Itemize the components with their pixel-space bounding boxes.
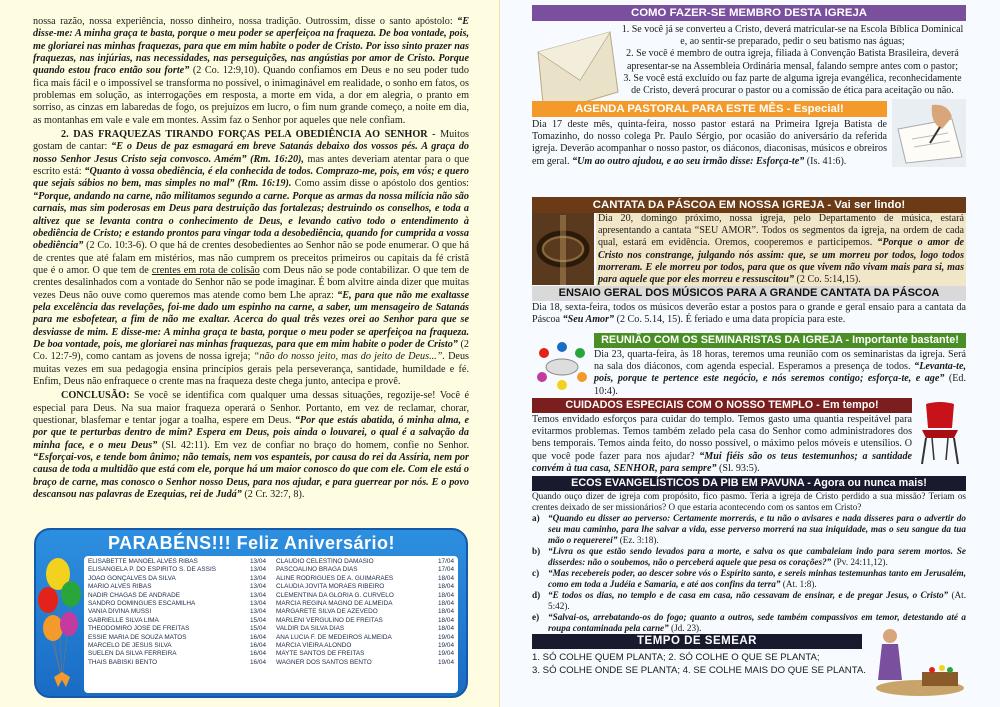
evangelism-title: ECOS EVANGELÍSTICOS DA PIB EM PAVUNA - Agora ou nunca mais! (532, 476, 966, 491)
birthday-date: 18/04 (438, 591, 454, 599)
birthday-box (34, 528, 468, 698)
birthday-list (84, 556, 458, 693)
birthday-date: 18/04 (438, 574, 454, 582)
birthday-row (88, 608, 266, 616)
birthday-date: 19/04 (438, 658, 454, 666)
birthday-date: 18/04 (438, 608, 454, 616)
evangelism-text: Quando ouço dizer de igreja com propósito, fico pasmo. Teria a igreja de Cristo perdido a sua missão? Teriam os crentes deixado de ser missionários? O que estaria acontecendo com os santos em Cristo? a) “Quando eu disser ao perverso: Certamente morrerás, e tu não o avisares e nada disseres para o advertir do seu mau caminho, para lhe salvar a vida, esse perverso morrerá na sua iniquidade, mas o seu sangue da tua mão o requererei” (Ez. 3:18). b) “Livra os que estão sendo levados para a morte, e salva os que cambaleiam indo para serem mortos. Se disserdes: não o soubemos, não o perceberá aquele que pesa os corações?” (Pv. 24:11,12). c) “Mas recebereis poder, ao descer sobre vós o Espírito santo, e sereis minhas testemunhas tanto em Jerusalém, como em toda a Judéia e Samaria, e até aos confins da terra” (At. 1:8). d) “E todos os dias, no templo e de casa em casa, não cessavam de ensinar, e de pregar Jesus, o Cristo” (At. 5:42). e) “Salvai-os, arrebatando-os do fogo; quanto a outros, sede também compassivos em temor, detestando até a roupa contaminada pela carne” (Jd. 23). (532, 491, 967, 633)
temple-care-title: CUIDADOS ESPECIAIS COM O NOSSO TEMPLO - Em tempo! (532, 398, 912, 413)
evangelism-item-quote: “E todos os dias, no templo e de casa em casa, não cessavam de ensinar, e de pregar Jesus, o Cristo” (548, 590, 949, 600)
birthday-date: 15/04 (250, 616, 266, 624)
birthday-date: 13/04 (250, 558, 266, 565)
paragraph-1: nossa razão, nossa experiência, nosso dinheiro, nossa tradição. Outrossim, disse o santo apóstolo: “E disse-me: A minha graça te basta, porque o meu poder se aperfeiçoa na fraqueza. De boa vontade, pois, me gloriarei nas minhas fraquezas, para que em mim habite o poder de Cristo. Por isso sinto prazer nas fraquezas, nas injúrias, nas necessidades, nas perseguições, nas angústias por amor de Cristo. Porque quando estou fraco então sou forte” (2 Co. 12:9,10). Quando confiamos em Deus e no seu poder tudo fica mais fácil e o impossível se transforma no possível, o inimaginável em realidade, o sonho em fatos, os problemas em solução, as interrogações em resposta, a morte em vida, a dor em alegria, o pranto em sorriso, as cinzas em labaredas de fogo, os prejuízos em lucro, o fim num grande começo, a noite em dia, as montanhas em vale e vale em montes. Assim faz o Senhor por aqueles que nele confiam. (33, 16, 470, 126)
rehearsal-text: Dia 18, sexta-feira, todos os músicos deverão estar a postos para o grande e geral ensaio para a cantata da Páscoa “Seu Amor” (2 Co. 5.14, 15). É feriado e uma data propícia para este. (532, 302, 966, 326)
evangelism-item-ref: (Jd. 23). (671, 623, 702, 633)
evangelism-item-quote: “Livra os que estão sendo levados para a morte, e salva os que cambaleiam indo para serem mortos. Se disserdes: não o soubemos, não o perceberá aquele que pesa os corações?” (548, 546, 966, 567)
birthday-name: WAGNER DOS SANTOS BENTO (276, 658, 372, 666)
membership-steps: 1. Se você já se converteu a Cristo, deverá matricular-se na Escola Bíblica Dominical e, ao sentir-se preparado, pedir o seu batismo nas águas; 2. Se você é membro de outra igreja, filiada à Convenção Batista Brasileira, deverá apresentar-se na Assembleia Ordinária mensal, falando sempre antes com o pastor; 3. Se você está excluído ou faz parte de alguma igreja evangélica, reconhecidamente de Cristo, deverá procurar o pastor ou a comissão de ética para aceitação ou não. (621, 24, 964, 97)
birthday-row (276, 642, 454, 650)
birthday-date: 16/04 (250, 650, 266, 658)
evangelism-item-quote: “Quando eu disser ao perverso: Certamente morrerás, e tu não o avisares e nada disseres para o advertir do seu mau caminho, para lhe salvar a vida, esse perverso morrerá na sua iniquidade, mas o seu sangue da tua mão o requererei” (548, 513, 966, 545)
birthday-row (88, 566, 266, 574)
birthday-name: JOÃO GONÇALVES DA SILVA (88, 574, 176, 582)
sower-icon (862, 622, 966, 700)
cantata-text: Dia 20, domingo próximo, nossa igreja, pelo Departamento de música, estará apresentando a cantata “SEU AMOR”. Todos os segmentos da igreja, na ordem de cada qual, estará em evidência. Oremos, cooperemos e participemos. “Porque o amor de Cristo nos constrange, julgando nós assim: que, se um morreu por todos, logo todos morreram. E ele morreu por todos, para que os que vivem não vivam mais para si, mas para aquele que por eles morreu e ressuscitou” (2 Co. 5:14,15). (596, 213, 966, 289)
birthday-date: 17/04 (438, 558, 454, 565)
birthday-name: ELISANGELA P. DO ESPIRITO S. DE ASSIS (88, 566, 216, 574)
birthday-date: 13/04 (250, 591, 266, 599)
evangelism-item-body (548, 513, 966, 546)
birthday-date: 16/04 (250, 633, 266, 641)
birthday-name: SANDRO DOMINGUES ESCAMILHA (88, 600, 196, 608)
agenda-title: AGENDA PASTORAL PARA ESTE MÊS - Especial! (532, 101, 887, 117)
rehearsal-title: ENSAIO GERAL DOS MÚSICOS PARA A GRANDE CANTATA DA PÁSCOA (532, 286, 966, 301)
birthday-name: MARCIA REGINA MAGNO DE ALMEIDA (276, 600, 393, 608)
evangelism-item (532, 546, 966, 568)
evangelism-item-body (548, 568, 966, 590)
sowing-text: 1. SÓ COLHE QUEM PLANTA; 2. SÓ COLHE O QUE SE PLANTA; 3. SÓ COLHE ONDE SE PLANTA; 4. SE COLHE MAIS DO QUE SE PLANTA. (532, 652, 866, 676)
writing-hand-icon (892, 99, 966, 167)
birthday-name: CLAUDIA JOVITA MORAES RIBEIRO (276, 583, 385, 591)
evangelism-item-ref: (At. 5:42). (548, 590, 967, 611)
birthday-row (88, 650, 266, 658)
birthday-row (88, 600, 266, 608)
conclusion-heading: CONCLUSÃO: (61, 390, 130, 402)
birthday-date: 13/04 (250, 574, 266, 582)
evangelism-item (532, 590, 966, 612)
birthday-name: ALINE RODRIGUES DE A. GUIMARAES (276, 574, 394, 582)
paragraph-2: 2. DAS FRAQUEZAS TIRANDO FORÇAS PELA OBEDIÊNCIA AO SENHOR - Muitos gostam de cantar: “E o Deus de paz esmagará em breve Satanás debaixo dos vossos pés. A graça do nosso Senhor Jesus Cristo seja convosco. Amém” (Rm. 16:20), mas antes deveriam atentar para o que escrito está: “Quanto à vossa obediência, é ela conhecida de todos. Comprazo-me, pois, em vós; e quero que sejais sábios no bem, mas simples no mal” (Rm. 16:19). Como assim disse o apóstolo dos gentios: “Porque, andando na carne, não militamos segundo a carne. Porque as armas da nossa milícia não são carnais, mas sim poderosas em Deus para destruição das fortalezas; destruindo os conselhos, e toda a altivez que se levanta contra o conhecimento de Deus, e levando cativo todo o entendimento à obediência de Cristo; e estando prontos para vingar toda a desobediência, quando for cumprida a vossa obediência” (2 Co. 10:3-6). O que há de crentes desobedientes ao Senhor não se pode enumerar. O que há de crentes que até falam em mistérios, mas não cumprem os preceitos primeiros ou capitais da fé cristã que é o amor. O que tem de crentes em rota de colisão com Deus não se pode contabilizar. O que tem de crentes desalinhados com a vontade do Senhor não se pode imaginar. É bom alvitre ainda dizer que muitas vezes Deus não ouve como queremos mas atende como bem Lhe apraz: “E, para que não me exaltasse pela excelência das revelações, foi-me dado um espinho na carne, a saber, um mensageiro de Satanás para me esbofetear, a fim de não me exaltar. Acerca do qual três vezes orei ao Senhor para que se desviasse de mim. E disse-me: A minha graça te basta, porque o meu poder se aperfeiçoa na fraqueza. De boa vontade, pois, me gloriarei nas minhas fraquezas, para que em mim habite o poder de Cristo” (2 Co. 12:7-9), como cantam as jovens de nossa igreja; “não do nosso jeito, mas do jeito de Deus...”. Deus muitas vezes em sua pedagogia ensina princípios gerais pela perseverança, santidade, humildade e fé. Enfim, Deus não enfraquece o crente mas na fraqueza deste chega junto, antecipa e provê. (33, 129, 470, 387)
birthday-name: ESSIE MARIA DE SOUZA MATOS (88, 633, 187, 641)
birthday-row (276, 659, 454, 667)
evangelism-item-quote: “Mas recebereis poder, ao descer sobre vós o Espírito santo, e sereis minhas testemunhas tanto em Jerusalém, como em toda a Judéia e Samaria, e até aos confins da terra” (548, 568, 966, 589)
birthday-name: VANIA DIVINA MUSSI (88, 608, 152, 616)
birthday-name: MARIO ALVES RIBAS (88, 583, 152, 591)
birthday-row (276, 592, 454, 600)
birthday-name: MARGARETE SILVA DE AZEVEDO (276, 608, 378, 616)
birthday-row (276, 617, 454, 625)
evangelism-item-key: e) (532, 612, 540, 622)
evangelism-item-ref: (At. 1:8). (782, 579, 817, 589)
evangelism-list (532, 513, 966, 634)
birthday-name: ELISABETTE MANOEL ALVES RIBAS (88, 558, 198, 565)
birthday-row (88, 583, 266, 591)
birthday-column-1 (88, 558, 266, 667)
meeting-title: REUNIÃO COM OS SEMINARISTAS DA IGREJA - Importante bastante! (594, 333, 966, 348)
evangelism-item-key: b) (532, 546, 541, 556)
birthday-row (88, 634, 266, 642)
agenda-text: Dia 17 deste mês, quinta-feira, nosso pastor estará na Primeira Igreja Batista de Tomazinho, do nosso colega Pr. Paulo Sérgio, por ocasião do aniversário da referida igreja. Deveräo acompanhar o nosso pastor, os diáconos, diaconisas, músicos e obreiros em geral. “Um ao outro ajudou, e ao seu irmão disse: Esforça-te” (Is. 41:6). (532, 119, 887, 167)
evangelism-item-ref: (Pv. 24:11,12). (833, 557, 888, 567)
birthday-row (276, 650, 454, 658)
birthday-row (88, 592, 266, 600)
birthday-name: ANA LUCIA F. DE MEDEIROS ALMEIDA (276, 633, 392, 641)
birthday-date: 18/04 (438, 583, 454, 591)
section-heading: 2. DAS FRAQUEZAS TIRANDO FORÇAS PELA OBEDIÊNCIA AO SENHOR - (61, 129, 436, 141)
balloons-icon (38, 552, 82, 697)
birthday-row (276, 600, 454, 608)
birthday-date: 19/04 (438, 650, 454, 658)
birthday-name: THEODOMIRO JOSE DE FREITAS (88, 625, 190, 633)
birthday-name: CLEMENTINA DA GLORIA G. CURVELO (276, 591, 394, 599)
evangelism-item-key: a) (532, 513, 540, 523)
article-body (33, 16, 469, 501)
cantata-title: CANTATA DA PÁSCOA EM NOSSA IGREJA - Vai ser lindo! (532, 197, 966, 213)
birthday-row (88, 659, 266, 667)
birthday-title: PARABÉNS!!! Feliz Aniversário! (108, 533, 396, 553)
birthday-row (88, 575, 266, 583)
temple-care-text: Temos envidado esforços para cuidar do templo. Temos gasto uma quantia respeitável para evitarmos problemas. Temos também zelado pela casa do Senhor como administradores dos bens temporais. Temos ainda feito, do nosso possível, o máximo pelos móveis e utensílios. O que você pode fazer para nos ajudar? “Mui fiéis são os teus testemunhos; a santidade convém à tua casa, SENHOR, para sempre” (Sl. 93:5). (532, 414, 912, 474)
evangelism-item-body (548, 546, 966, 568)
birthday-date: 19/04 (438, 642, 454, 650)
birthday-name: PASCOALINO BRAGA DIAS (276, 566, 358, 574)
crown-of-thorns-icon (532, 213, 594, 285)
birthday-row (276, 566, 454, 574)
birthday-date: 15/04 (250, 625, 266, 633)
evangelism-item (532, 568, 966, 590)
birthday-name: MAYTE SANTOS DE FREITAS (276, 650, 365, 658)
birthday-date: 19/04 (438, 633, 454, 641)
right-page (500, 0, 1000, 707)
birthday-row (276, 583, 454, 591)
birthday-name: SUELEN DA SILVA FERREIRA (88, 650, 177, 658)
birthday-row (88, 625, 266, 633)
paragraph-conclusion: CONCLUSÃO: Se você se identifica com qualquer uma dessas situações, regozije-se! Você é especial para Deus. Na sua maior fraqueza operará o Senhor. Portanto, em vez de reclamar, chorar, questionar, blasfemar e tentar jogar a toalha, espere em Deus. “Por que estás abatida, ó minha alma, e por que te perturbas dentro de mim? Espera em Deus, pois ainda o louvarei, o qual é a salvação da minha face, e o meu Deus” (Sl. 42:11). Em vez de confiar no braço do homem, confie no Senhor. “Esforçai-vos, e tende bom ânimo; não temais, nem vos espanteis, por causa do rei da Assíria, nem por causa de toda a multidão que está com ele, porque há um maior conosco do que com ele. Com ele está o braço de carne, mas conosco o Senhor nosso Deus, para nos ajudar, e para guerrear por nós. E o povo descansou nas palavras de Ezequias, rei de Judá” (2 Cr. 32:7, 8). (33, 390, 470, 501)
birthday-row (276, 625, 454, 633)
chair-icon (914, 398, 966, 468)
birthday-date: 13/04 (250, 608, 266, 616)
birthday-column-2 (276, 558, 454, 667)
meeting-text: Dia 23, quarta-feira, às 18 horas, teremos uma reunião com os seminaristas da igreja. Será na sala dos diáconos, com agenda especial. Esperamos a presença de todos. “Levanta-te, pois, porque te pertence este negócio, e nós seremos contigo; esforça-te, e age” (Ed. 10:4). (594, 349, 966, 397)
evangelism-item-body (548, 590, 966, 612)
birthday-date: 18/04 (438, 616, 454, 624)
birthday-date: 16/04 (250, 642, 266, 650)
birthday-date: 18/04 (438, 600, 454, 608)
birthday-name: MARLENI VERGULINO DE FREITAS (276, 616, 383, 624)
evangelism-item-quote: “Salvai-os, arrebatando-os do fogo; quanto a outros, sede também compassivos em temor, detestando até a roupa contaminada pela carne” (548, 612, 966, 633)
birthday-row (276, 558, 454, 566)
birthday-name: MARCIA VIEIRA ALONDO (276, 642, 352, 650)
sowing-title: TEMPO DE SEMEAR (532, 634, 862, 649)
birthday-date: 18/04 (438, 625, 454, 633)
birthday-name: GABRIELLE SILVA LIMA (88, 616, 159, 624)
birthday-name: VALDIR DA SILVA DIAS (276, 625, 345, 633)
birthday-row (88, 642, 266, 650)
birthday-name: CLAUDIO CELESTINO DAMASIO (276, 558, 374, 565)
birthday-name: THAIS BABISKI BENTO (88, 658, 158, 666)
evangelism-item-key: c) (532, 568, 540, 578)
birthday-row (88, 617, 266, 625)
evangelism-item-ref: (Ez. 3:18). (619, 535, 659, 545)
membership-title: COMO FAZER-SE MEMBRO DESTA IGREJA (532, 5, 966, 21)
birthday-name: NADIR CHAGAS DE ANDRADE (88, 591, 180, 599)
birthday-name: MARCELO DE JESUS SILVA (88, 642, 172, 650)
birthday-row (276, 634, 454, 642)
birthday-row (276, 575, 454, 583)
birthday-date: 13/04 (250, 600, 266, 608)
evangelism-item-key: d) (532, 590, 541, 600)
birthday-date: 13/04 (250, 583, 266, 591)
birthday-row (88, 558, 266, 566)
birthday-date: 13/04 (250, 566, 266, 574)
birthday-date: 16/04 (250, 658, 266, 666)
meeting-table-icon (532, 333, 592, 395)
birthday-date: 17/04 (438, 566, 454, 574)
evangelism-item (532, 513, 966, 546)
birthday-row (276, 608, 454, 616)
